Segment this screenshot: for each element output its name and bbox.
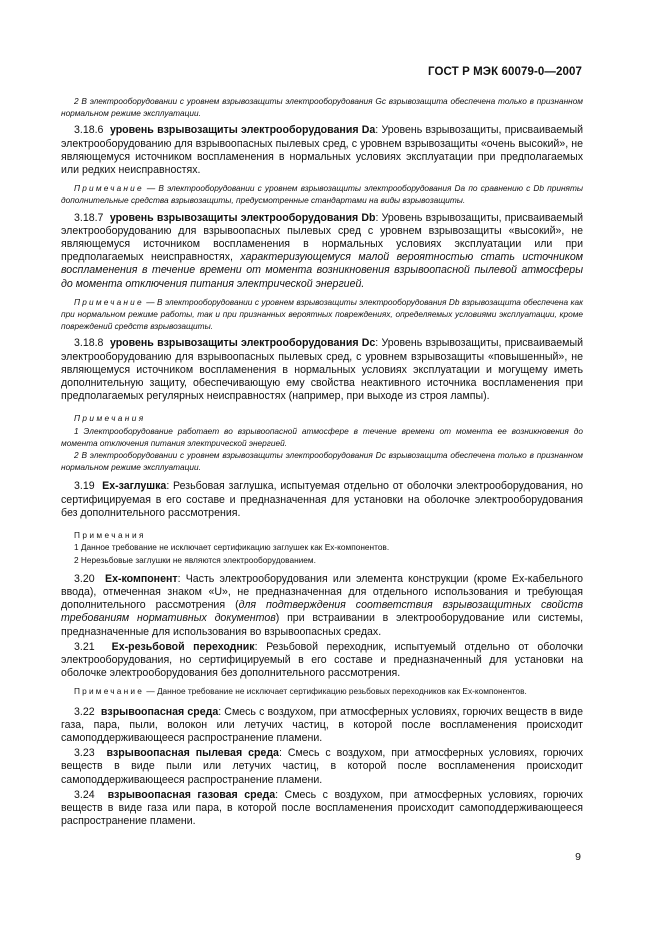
clause-3-24: [61, 789, 583, 829]
clause-text: : Резьбовая заглушка, испытуемая отдельно от оболочки электрооборудования, но сертифицируемая в его составе и предназначенная для установки на оболочке электрооборудования без дополнительного рассмотрения.: [61, 480, 584, 519]
clause-text: : Часть электрооборудования или элемента конструкции (кроме Ех-кабельного ввода), отмеченная знаком «U», не предназначенная для отдельного использования и требующая дополнительного рассмотрения (: [61, 572, 583, 612]
page-number: 9: [575, 851, 581, 863]
clause-text: ) при встраивании в электрооборудование или системы, предназначенные для использования во взрывоопасных средах.: [61, 612, 584, 638]
note-gc: 2 В электрооборудовании с уровнем взрывозащиты электрооборудования Gc взрывозащита обеспечена только в признанном нормальном режиме эксплуатации.: [61, 96, 583, 119]
note-label: Примечание: [74, 183, 144, 194]
clause-term: взрывоопасная среда: [100, 705, 219, 718]
note-text: — Данное требование не исключает сертификацию резьбовых переходников как Ех-компонентов.: [144, 686, 527, 697]
clause-term: взрывоопасная пылевая среда: [106, 747, 279, 760]
clause-term: Ех-резьбовой переходник: [111, 640, 255, 653]
clause-3-20: [61, 573, 583, 639]
note-text: — В электрооборудовании с уровнем взрывозащиты электрооборудования Db взрывозащита обеспечена как при нормальном режиме работы, так и при признанных вероятных повреждениях, определяемых условиями эксплуатации, кроме повреждений средств взрывозащиты.: [61, 296, 583, 332]
clause-3-22: [61, 706, 583, 746]
clause-number: 3.22: [74, 705, 95, 718]
note-label: Примечание: [74, 686, 145, 697]
clause-number: 3.18.7: [74, 211, 104, 224]
standard-header: ГОСТ Р МЭК 60079-0—2007: [428, 66, 582, 78]
clause-italic-text: для подтверждения соответствия взрывозащитных свойств требованиям нормативных документов: [61, 599, 583, 625]
note-item: 2 Нерезьбовые заглушки не являются электрооборудованием.: [74, 554, 316, 565]
clause-text: : Уровень взрывозащиты, присваиваемый электрооборудованию для взрывоопасных пылевых сред с уровнем взрывозащиты «высокий», не являющемуся источником воспламенения в нормальных условиях эксплуатации или при предполагаемых неисправностях,: [61, 211, 584, 264]
clause-text: : Смесь с воздухом, при атмосферных условиях, горючих веществ в виде газа или пара, в которой после воспламенения происходит самоподдерживающееся распространение пламени.: [61, 788, 583, 828]
note-db: [61, 296, 583, 333]
clause-3-18-8: [61, 337, 583, 403]
clause-term: взрывоопасная газовая среда: [107, 788, 276, 801]
clause-number: 3.24: [74, 788, 95, 801]
clause-number: 3.21: [74, 640, 95, 653]
clause-number: 3.23: [74, 747, 95, 760]
clause-term: уровень взрывозащиты электрооборудования Db: [109, 211, 376, 224]
clause-text: : Смесь с воздухом, при атмосферных условиях, горючих веществ в виде пыли или летучих частиц, в которой после воспламенения происходит самоподдерживающееся распространение пламени.: [61, 747, 583, 786]
page-content: [61, 95, 583, 833]
clause-3-18-7: [61, 212, 583, 291]
notes-heading: Примечания: [74, 413, 146, 424]
note-da: [61, 182, 583, 206]
clause-number: 3.20: [74, 572, 95, 585]
clause-term: уровень взрывозащиты электрооборудования Da: [109, 124, 376, 137]
clause-number: 3.18.8: [74, 337, 104, 350]
clause-text: : Смесь с воздухом, при атмосферных условиях, горючих веществ в виде газа, пара, пыли, волокон или летучих частиц, в которой после воспламенения происходит самоподдерживающееся распространение пламени.: [61, 705, 583, 744]
clause-3-18-6: [61, 124, 583, 177]
note-text: — В электрооборудовании с уровнем взрывозащиты электрооборудования Da по сравнению с Db приняты дополнительные средства взрывозащиты, предусмотренные стандартами на виды взрывозащиты.: [61, 183, 583, 206]
clause-3-23: [61, 747, 583, 787]
clause-term: Ех-заглушка: [102, 480, 167, 493]
clause-italic-text: характеризующемуся малой вероятностью стать источником воспламенения в течение времени от момента возникновения взрывоопасной пылевой атмосферы до момента отключения питания электрической энергией.: [61, 251, 584, 290]
clause-number: 3.18.6: [74, 124, 104, 137]
clause-number: 3.19: [74, 480, 95, 493]
note-item: 1 Данное требование не исключает сертификацию заглушек как Ех-компонентов.: [74, 542, 390, 553]
note-item: 1 Электрооборудование работает во взрывоопасной атмосфере в течение времени от момента ее возникновения до момента отключения питания электрической энергией.: [61, 425, 583, 448]
clause-term: уровень взрывозащиты электрооборудования Dc: [109, 337, 376, 350]
clause-text: : Уровень взрывозащиты, присваиваемый электрооборудованию для взрывоопасных пылевых сред, с уровнем взрывозащиты «очень высокий», не являющемуся источником воспламенения в нормальных условиях эксплуатации при предполагаемых или редких неисправностях.: [61, 124, 583, 177]
clause-term: Ех-компонент: [105, 572, 178, 585]
note-label: Примечание: [74, 296, 144, 307]
clause-3-21: [61, 641, 583, 681]
note-item: 2 В электрооборудовании с уровнем взрывозащиты электрооборудования Dc взрывозащита обеспечена только в признанном нормальном режиме эксплуатации.: [61, 450, 583, 473]
clause-text: : Уровень взрывозащиты, присваиваемый электрооборудованию для взрывоопасных пылевых сред, с уровнем взрывозащиты «повышенный», не являющемуся источником воспламенения в нормальных условиях эксплуатации и могущему иметь дополнительную защиту, обеспечивающую ему свойства неактивного источника воспламенения при предполагаемых регулярных неисправностях (например, при выходе из строя лампы).: [61, 337, 583, 403]
note-3-21: [61, 685, 583, 697]
clause-text: : Резьбовой переходник, испытуемый отдельно от оболочки электрооборудования, но сертифицируемый в его составе и предназначенный для установки на оболочке электрооборудования без дополнительного рассмотрения.: [61, 640, 584, 680]
notes-heading: Примечания: [74, 530, 146, 541]
clause-3-19: [61, 480, 583, 520]
